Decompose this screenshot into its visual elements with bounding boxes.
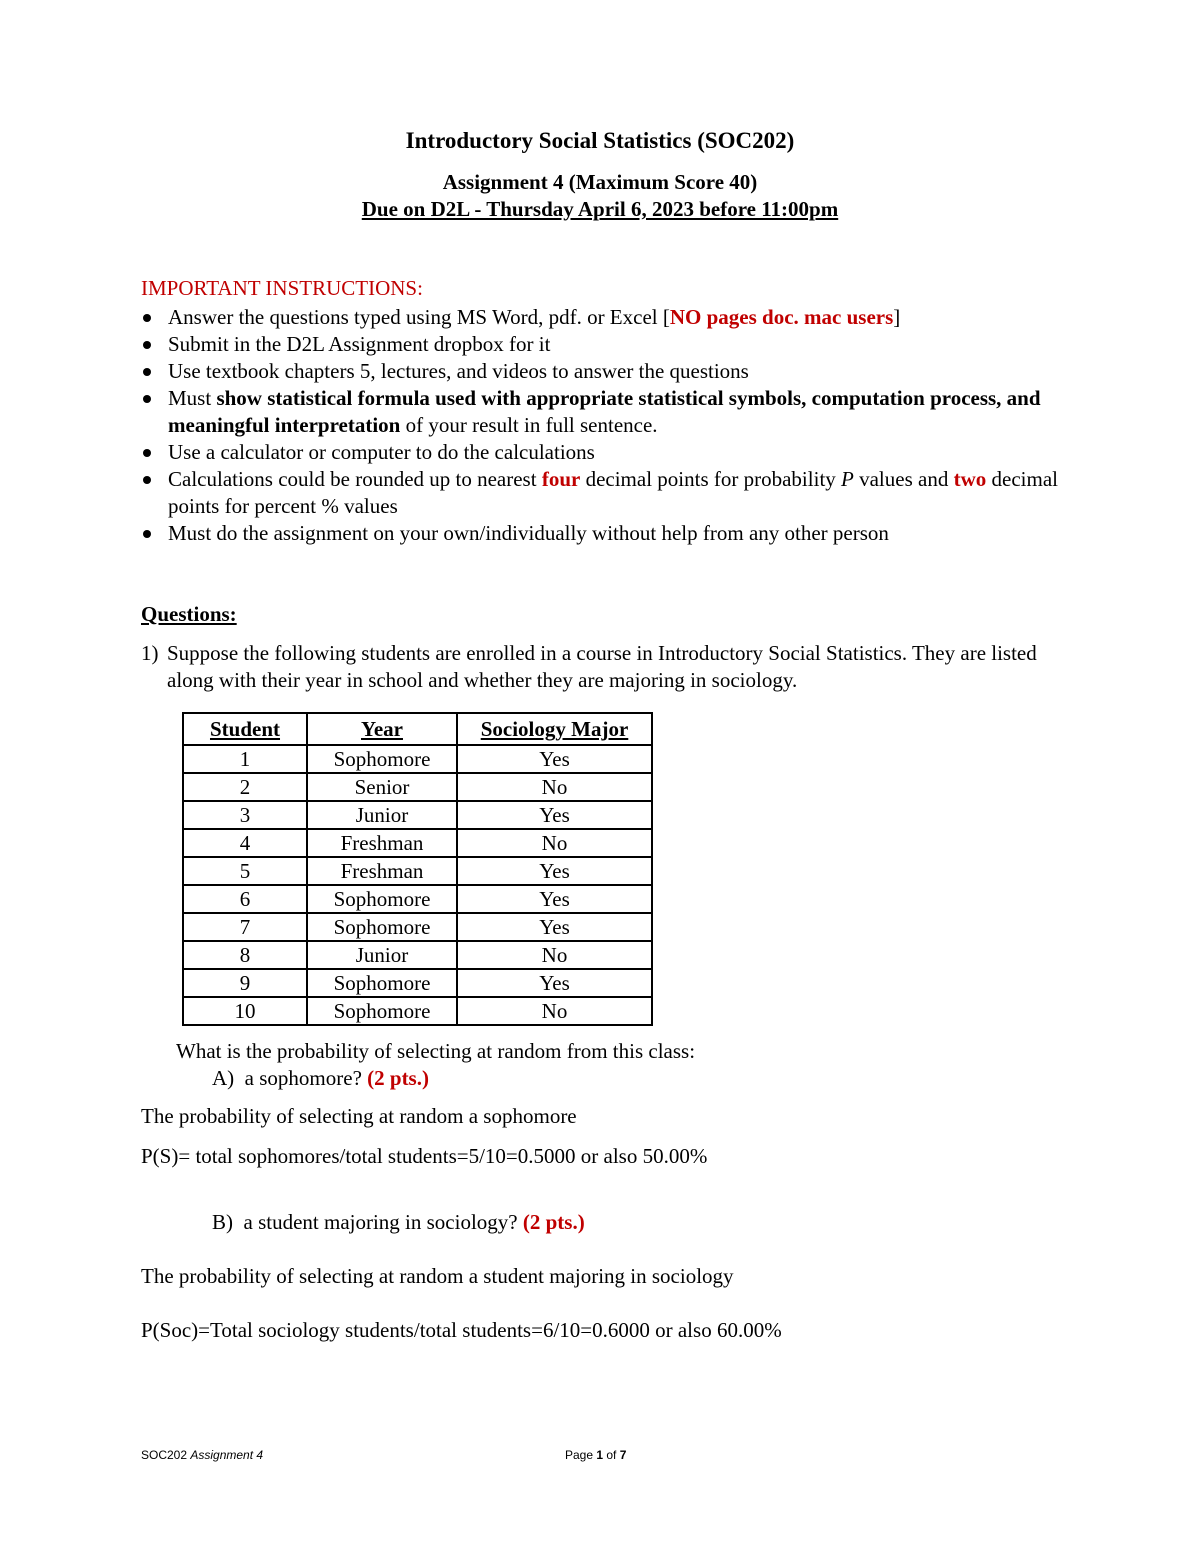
points-badge: (2 pts.) (522, 1210, 585, 1234)
column-header: Student (183, 713, 307, 745)
points-badge: (2 pts.) (367, 1066, 429, 1090)
instruction-item: Use textbook chapters 5, lectures, and videos to answer the questions (141, 358, 1061, 385)
question-1 (141, 640, 1071, 694)
instructions-list (141, 304, 1061, 547)
column-header: Sociology Major (457, 713, 652, 745)
table-row: 9 Sophomore Yes (183, 969, 652, 997)
instructions-heading: IMPORTANT INSTRUCTIONS: (141, 276, 423, 300)
bullet-icon (143, 530, 151, 538)
table-row: 7 Sophomore Yes (183, 913, 652, 941)
question-number: 1) (141, 641, 159, 665)
table-row: 1 Sophomore Yes (183, 745, 652, 773)
table-row: 6 Sophomore Yes (183, 885, 652, 913)
probability-prompt: What is the probability of selecting at random from this class: (176, 1039, 696, 1063)
answer-a-line-2: P(S)= total sophomores/total students=5/10=0.5000 or also 50.00% (141, 1144, 708, 1168)
bullet-icon (143, 395, 151, 403)
bullet-icon (143, 449, 151, 457)
question-text: Suppose the following students are enrolled in a course in Introductory Social Statistics. They are listed along with their year in school and whether they are majoring in sociology. (167, 641, 1037, 692)
table-header-row (183, 713, 652, 745)
instruction-item: Answer the questions typed using MS Word, pdf. or Excel [NO pages doc. mac users] (141, 304, 1061, 331)
table-row: 2 Senior No (183, 773, 652, 801)
answer-b-line-2: P(Soc)=Total sociology students/total students=6/10=0.6000 or also 60.00% (141, 1318, 782, 1342)
document-title: Introductory Social Statistics (SOC202) (405, 128, 795, 153)
part-b-text: a student majoring in sociology? (243, 1210, 523, 1234)
part-b-label: B) (212, 1210, 233, 1234)
table-row: 3 Junior Yes (183, 801, 652, 829)
instruction-item: Calculations could be rounded up to nearest four decimal points for probability P values and two decimal points for percent % values (141, 466, 1061, 520)
answer-b-line-1: The probability of selecting at random a student majoring in sociology (141, 1264, 734, 1288)
bullet-icon (143, 314, 151, 322)
table-row: 8 Junior No (183, 941, 652, 969)
instruction-item: Use a calculator or computer to do the calculations (141, 439, 1061, 466)
footer-course: SOC202 Assignment 4 (141, 1448, 264, 1462)
bullet-icon (143, 368, 151, 376)
red-note: NO pages doc. mac users (669, 305, 894, 329)
instruction-item: Must do the assignment on your own/individually without help from any other person (141, 520, 1061, 547)
table-row: 10 Sophomore No (183, 997, 652, 1025)
table-row: 5 Freshman Yes (183, 857, 652, 885)
assignment-subtitle: Assignment 4 (Maximum Score 40) (442, 170, 758, 194)
column-header: Year (307, 713, 457, 745)
part-a (212, 1065, 429, 1092)
part-a-text: a sophomore? (244, 1066, 368, 1090)
answer-a-line-1: The probability of selecting at random a sophomore (141, 1104, 577, 1128)
footer-page-number: Page 1 of 7 (565, 1448, 627, 1462)
instruction-item: Submit in the D2L Assignment dropbox for it (141, 331, 1061, 358)
instruction-item: Must show statistical formula used with appropriate statistical symbols, computation process, and meaningful interpretation of your result in full sentence. (141, 385, 1061, 439)
bold-requirement: show statistical formula used with appropriate statistical symbols, computation process, and meaningful interpretation (168, 386, 1041, 437)
bullet-icon (143, 341, 151, 349)
questions-heading: Questions: (141, 602, 237, 626)
part-a-label: A) (212, 1066, 235, 1090)
bullet-icon (143, 476, 151, 484)
students-table (182, 712, 653, 1026)
due-date: Due on D2L - Thursday April 6, 2023 before 11:00pm (361, 197, 839, 221)
table-row: 4 Freshman No (183, 829, 652, 857)
part-b (212, 1209, 585, 1236)
